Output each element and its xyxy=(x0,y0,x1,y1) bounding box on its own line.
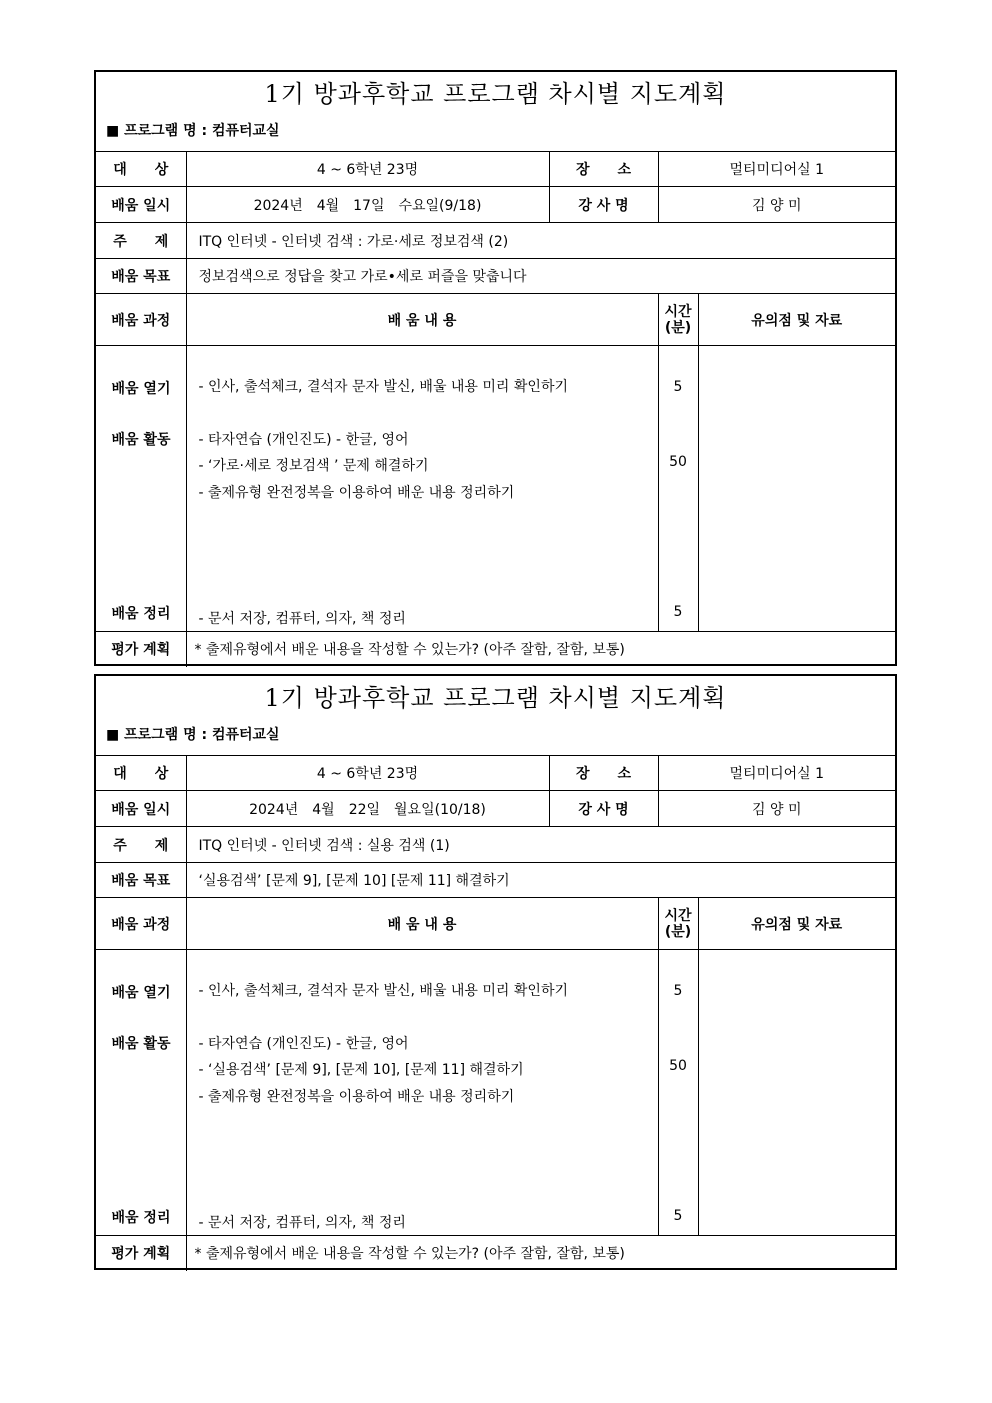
time-activity: 50 xyxy=(669,1058,687,1074)
date-label: 배움 일시 xyxy=(96,791,186,827)
program-name: ■ 프로그램 명 : 컴퓨터교실 xyxy=(106,727,280,743)
date-label: 배움 일시 xyxy=(96,187,186,223)
teacher-value: 김 양 미 xyxy=(658,187,895,223)
content-header: 배 움 내 용 xyxy=(186,294,658,346)
topic-label: 주 제 xyxy=(96,223,186,259)
process-header: 배움 과정 xyxy=(96,898,186,950)
time-header-line-1: 시간 xyxy=(664,303,692,320)
place-label: 장 소 xyxy=(549,756,658,791)
goal-value: 정보검색으로 정답을 찾고 가로•세로 퍼즐을 맞춥니다 xyxy=(186,259,895,294)
content-activity-2: - ‘가로·세로 정보검색 ’ 문제 해결하기 xyxy=(198,458,429,474)
place-label: 장 소 xyxy=(549,152,658,187)
target-value: 4 ~ 6학년 23명 xyxy=(186,152,549,187)
stage-column xyxy=(96,346,186,632)
eval-label: 평가 계획 xyxy=(96,632,186,667)
topic-value: ITQ 인터넷 - 인터넷 검색 : 가로·세로 정보검색 (2) xyxy=(186,223,895,259)
program-name: ■ 프로그램 명 : 컴퓨터교실 xyxy=(106,123,280,139)
content-activity-1: - 타자연습 (개인진도) - 한글, 영어 xyxy=(198,432,409,448)
topic-label: 주 제 xyxy=(96,827,186,863)
time-header-line-1: 시간 xyxy=(664,907,692,924)
plan-table xyxy=(96,755,895,1271)
content-activity-2: - ‘실용검색’ [문제 9], [문제 10], [문제 11] 해결하기 xyxy=(198,1062,524,1078)
date-value: 2024년 4월 17일 수요일(9/18) xyxy=(186,187,549,223)
stage-close: 배움 정리 xyxy=(111,606,171,622)
notes-header: 유의점 및 자료 xyxy=(698,898,895,950)
target-value: 4 ~ 6학년 23명 xyxy=(186,756,549,791)
teacher-label: 강 사 명 xyxy=(549,791,658,827)
content-activity-3: - 출제유형 완전정복을 이용하여 배운 내용 정리하기 xyxy=(198,485,515,501)
lesson-plan-2 xyxy=(94,674,897,1270)
time-open: 5 xyxy=(673,983,683,999)
notes-column xyxy=(698,950,895,1236)
topic-value: ITQ 인터넷 - 인터넷 검색 : 실용 검색 (1) xyxy=(186,827,895,863)
stage-open: 배움 열기 xyxy=(111,381,171,397)
stage-activity: 배움 활동 xyxy=(111,432,171,448)
notes-column xyxy=(698,346,895,632)
stage-activity: 배움 활동 xyxy=(111,1036,171,1052)
time-activity: 50 xyxy=(669,454,687,470)
content-close: - 문서 저장, 컴퓨터, 의자, 책 정리 xyxy=(198,1215,406,1231)
plan-title: 1기 방과후학교 프로그램 차시별 지도계획 xyxy=(264,684,727,712)
content-activity-1: - 타자연습 (개인진도) - 한글, 영어 xyxy=(198,1036,409,1052)
goal-label: 배움 목표 xyxy=(96,259,186,294)
content-column xyxy=(186,346,658,632)
eval-label: 평가 계획 xyxy=(96,1236,186,1271)
stage-open: 배움 열기 xyxy=(111,985,171,1001)
place-value: 멀티미디어실 1 xyxy=(658,152,895,187)
eval-value: * 출제유형에서 배운 내용을 작성할 수 있는가? (아주 잘함, 잘함, 보통) xyxy=(186,1236,895,1271)
plan-table xyxy=(96,151,895,667)
content-header: 배 움 내 용 xyxy=(186,898,658,950)
stage-close: 배움 정리 xyxy=(111,1210,171,1226)
date-value: 2024년 4월 22일 월요일(10/18) xyxy=(186,791,549,827)
teacher-value: 김 양 미 xyxy=(658,791,895,827)
plan-title: 1기 방과후학교 프로그램 차시별 지도계획 xyxy=(264,80,727,108)
time-open: 5 xyxy=(673,379,683,395)
process-header: 배움 과정 xyxy=(96,294,186,346)
time-header-line-2: (분) xyxy=(664,319,692,336)
lesson-plan-1 xyxy=(94,70,897,666)
time-header-line-2: (분) xyxy=(664,923,692,940)
stage-column xyxy=(96,950,186,1236)
eval-value: * 출제유형에서 배운 내용을 작성할 수 있는가? (아주 잘함, 잘함, 보통) xyxy=(186,632,895,667)
time-column xyxy=(658,950,698,1236)
time-close: 5 xyxy=(673,1208,683,1224)
time-header xyxy=(658,294,698,346)
content-open: - 인사, 출석체크, 결석자 문자 발신, 배울 내용 미리 확인하기 xyxy=(198,983,569,999)
goal-value: ‘실용검색’ [문제 9], [문제 10] [문제 11] 해결하기 xyxy=(186,863,895,898)
target-label: 대 상 xyxy=(96,152,186,187)
teacher-label: 강 사 명 xyxy=(549,187,658,223)
place-value: 멀티미디어실 1 xyxy=(658,756,895,791)
content-activity-3: - 출제유형 완전정복을 이용하여 배운 내용 정리하기 xyxy=(198,1089,515,1105)
target-label: 대 상 xyxy=(96,756,186,791)
time-header xyxy=(658,898,698,950)
time-column xyxy=(658,346,698,632)
content-close: - 문서 저장, 컴퓨터, 의자, 책 정리 xyxy=(198,611,406,627)
goal-label: 배움 목표 xyxy=(96,863,186,898)
notes-header: 유의점 및 자료 xyxy=(698,294,895,346)
content-open: - 인사, 출석체크, 결석자 문자 발신, 배울 내용 미리 확인하기 xyxy=(198,379,569,395)
content-column xyxy=(186,950,658,1236)
time-close: 5 xyxy=(673,604,683,620)
